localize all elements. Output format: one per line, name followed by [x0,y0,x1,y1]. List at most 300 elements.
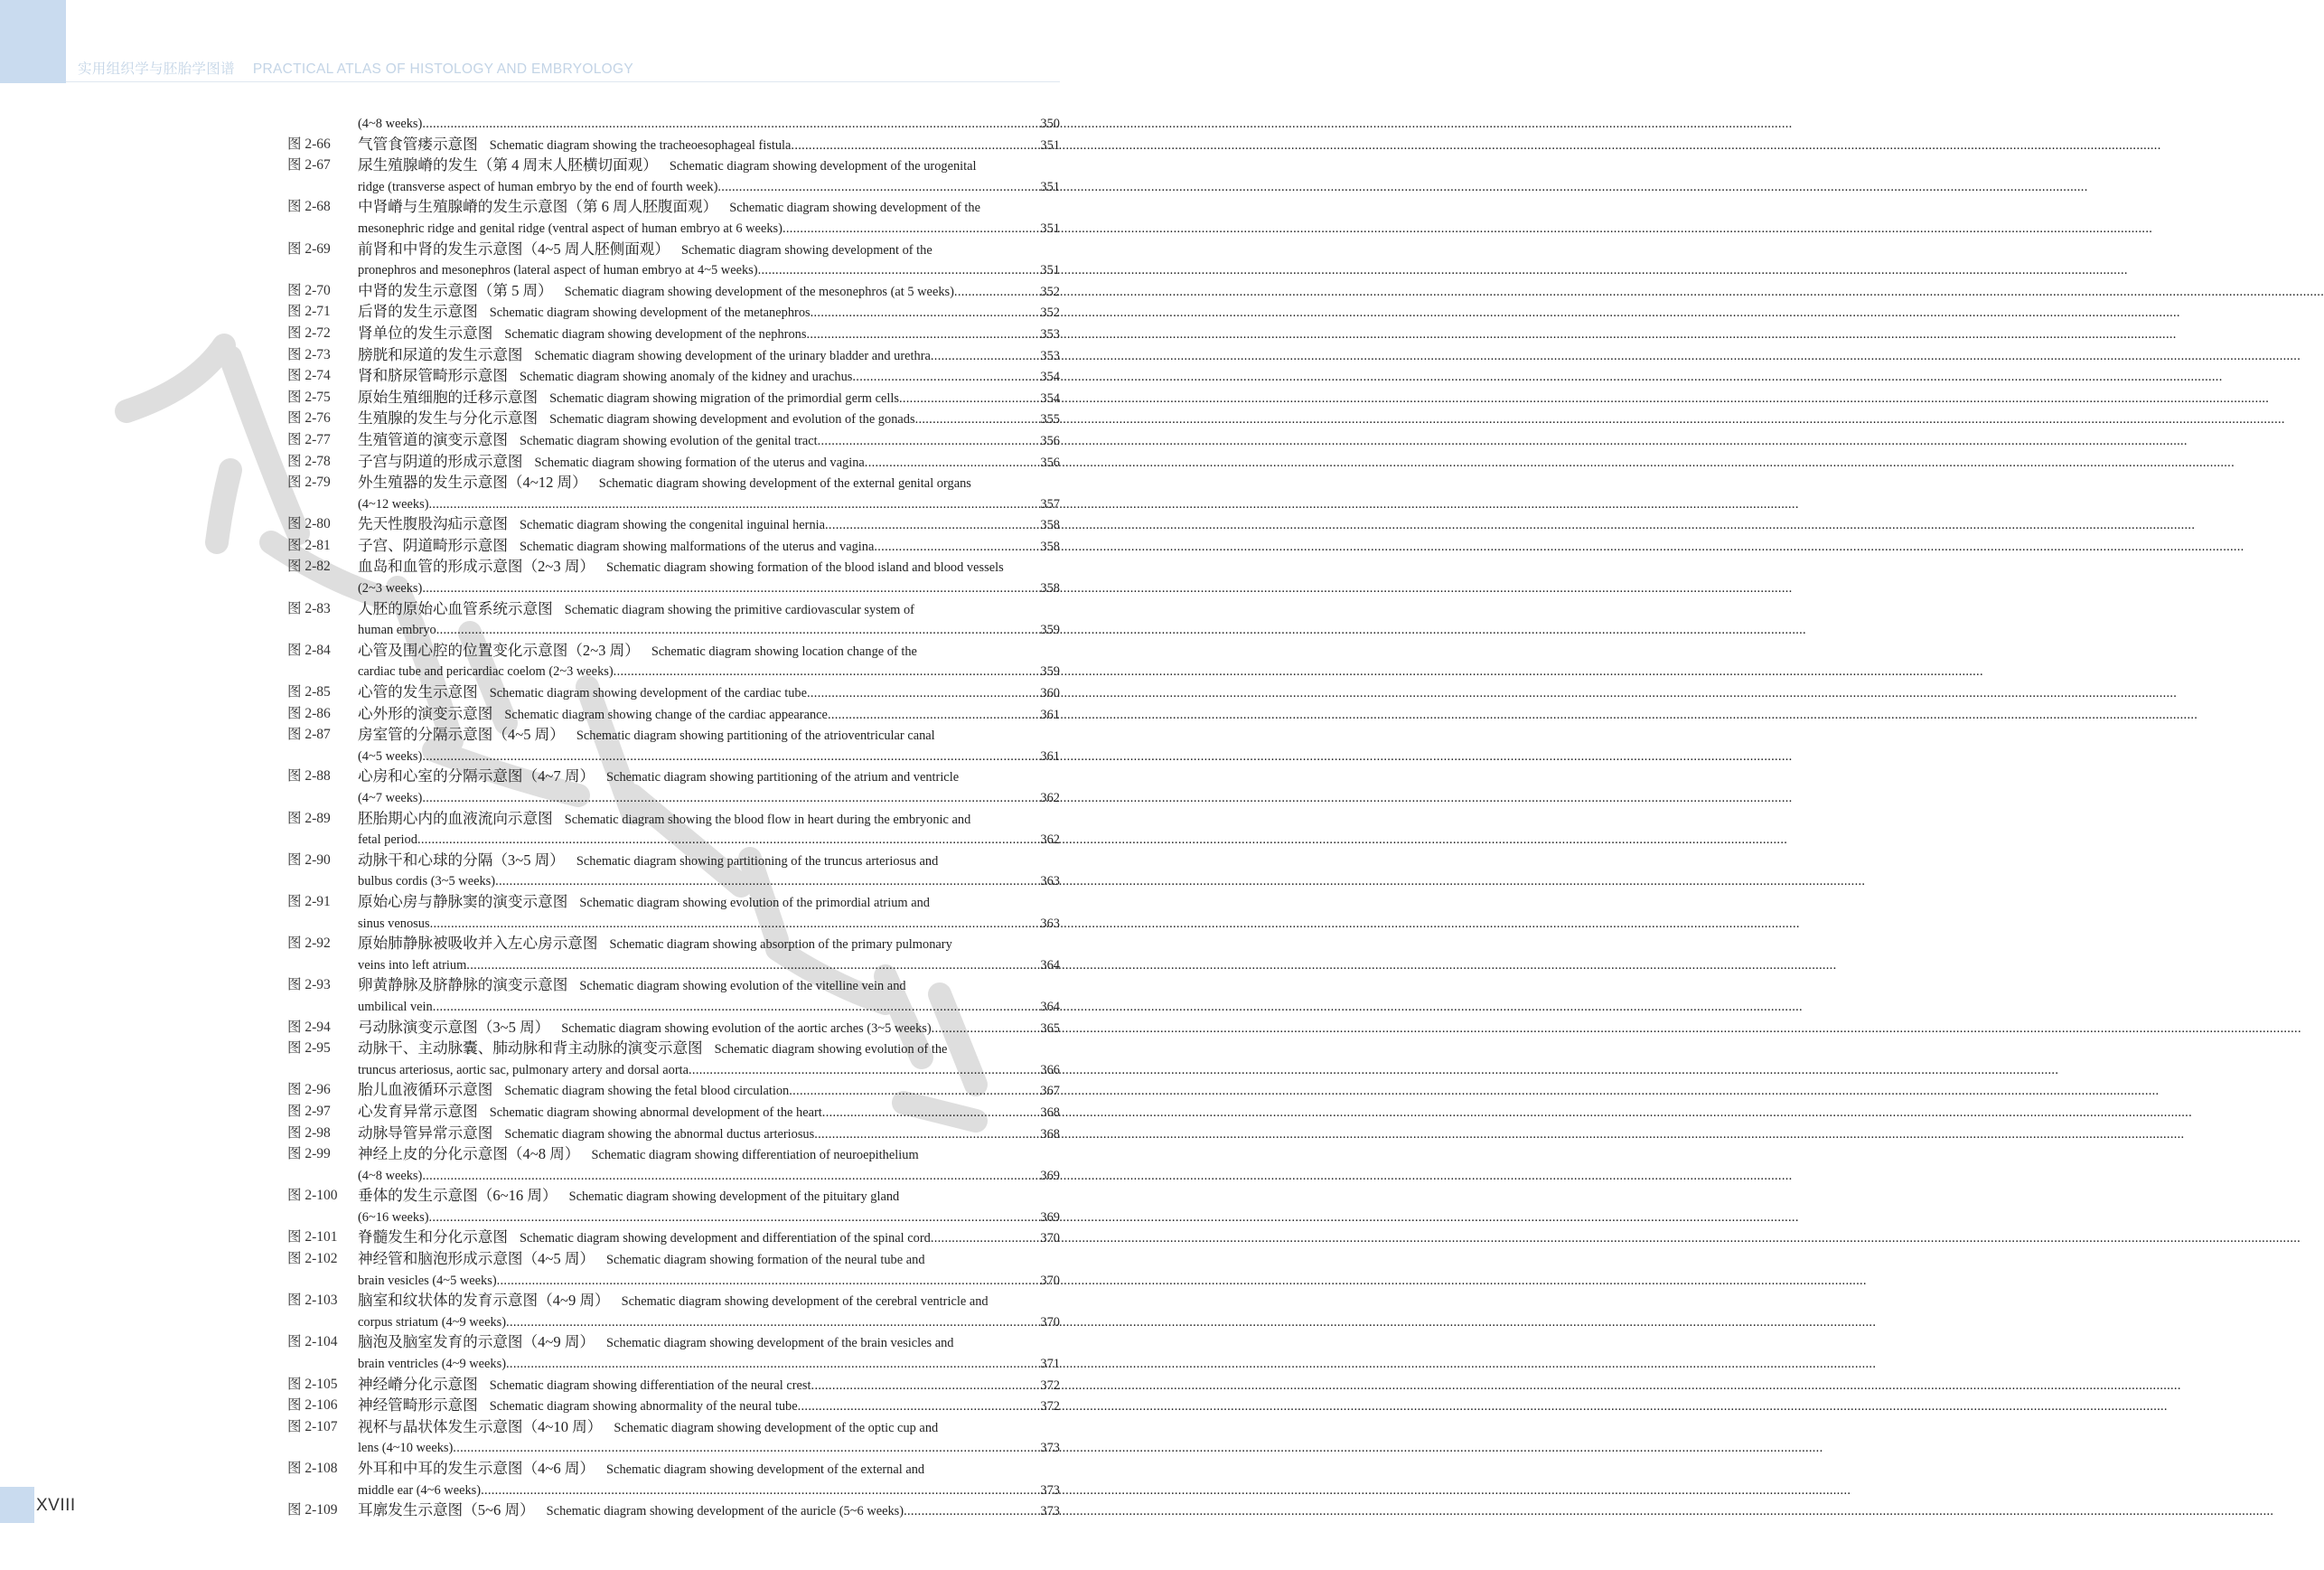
figure-title-zh: 视杯与晶状体发生示意图（4~10 周） [358,1417,603,1435]
page-ref: 363 [1040,874,1060,889]
index-entry [287,281,1060,303]
figure-number: 图 2-108 [287,1461,338,1476]
figure-title-en: Schematic diagram showing development of the cerebral ventricle and [621,1294,989,1310]
index-entry [287,809,1060,851]
figure-number: 图 2-94 [287,1019,331,1035]
figure-title-zh: 卵黄静脉及脐静脉的演变示意图 [358,976,568,994]
figure-number: 图 2-76 [287,410,331,427]
figure-number: 图 2-91 [287,893,331,909]
figure-title-zh: 中肾嵴与生殖腺嵴的发生示意图（第 6 周人胚腹面观） [358,198,718,216]
figure-title-zh: 生殖管道的演变示意图 [358,430,508,448]
page-ref: 351 [1040,179,1060,194]
figure-title-en: Schematic diagram showing evolution of the aortic arches (3~5 weeks) [561,1020,932,1036]
index-entry [287,135,1060,156]
leader-dots [811,1376,1039,1396]
figure-title-zh: 尿生殖腺嵴的发生（第 4 周末人胚横切面观） [358,156,658,174]
figure-number: 图 2-86 [287,705,331,721]
figure-number: 图 2-85 [287,684,331,700]
figure-number: 图 2-95 [287,1040,331,1057]
figure-title-zh: 神经上皮的分化示意图（4~8 周） [358,1145,580,1163]
entry-text [358,1417,1060,1459]
index-entry [287,536,1060,558]
figure-title-zh: 心房和心室的分隔示意图（4~7 周） [358,767,595,785]
figure-title-zh: 血岛和血管的形成示意图（2~3 周） [358,558,595,576]
figure-number: 图 2-103 [287,1293,338,1309]
index-entry [287,324,1060,345]
page-ref: 358 [1040,581,1060,597]
entry-text [358,725,1060,766]
leader-dots [822,1103,1039,1123]
page-ref: 372 [1040,1399,1060,1415]
figure-title-zh: 神经管和脑泡形成示意图（4~5 周） [358,1250,595,1268]
figure-title-en: Schematic diagram showing formation of the neural tube and [606,1253,925,1268]
figure-title-en: corpus striatum (4~9 weeks) [358,1314,507,1330]
page-ref: 373 [1040,1482,1060,1498]
header-title-zh: 实用组织学与胚胎学图谱 [78,61,235,77]
index-entry [287,1039,1060,1080]
entry-text [358,1500,1060,1522]
entry-text [358,514,1060,536]
entry-text [358,1018,1060,1039]
index-entry [287,1018,1060,1039]
page-ref: 369 [1040,1168,1060,1183]
figure-number: 图 2-96 [287,1082,331,1098]
entry-text [358,1249,1060,1291]
index-entry [287,1417,1060,1459]
index-entry [287,682,1060,704]
index-entry [287,704,1060,726]
leader-dots [791,136,1038,156]
figure-number: 图 2-74 [287,368,331,384]
figure-number: 图 2-104 [287,1334,338,1350]
leader-dots [954,282,1038,303]
figure-title-en: Schematic diagram showing evolution of the vitelline vein and [579,979,906,994]
index-entry [287,934,1060,975]
figure-number: 图 2-105 [287,1376,338,1392]
leader-dots [436,620,1039,641]
figure-title-en: Schematic diagram showing anomaly of the kidney and urachus [519,370,853,385]
leader-dots [811,303,1039,324]
page-ref: 351 [1040,137,1060,153]
index-entry [287,240,1060,281]
figure-title-zh: 心外形的演变示意图 [358,704,493,722]
figure-title-zh: 房室管的分隔示意图（4~5 周） [358,726,565,744]
figure-title-en: Schematic diagram showing development and differentiation of the spinal cord [519,1231,931,1246]
figure-title-en: human embryo [358,623,436,638]
entry-text [358,934,1060,975]
page-ref: 373 [1040,1441,1060,1456]
entry-text [358,240,1060,281]
figure-title-en: (6~16 weeks) [358,1209,429,1225]
figure-number: 图 2-93 [287,977,331,993]
page-ref: 353 [1040,326,1060,342]
page-ref: 351 [1040,221,1060,236]
figure-number: 图 2-66 [287,136,331,152]
leader-dots [429,1208,1039,1228]
figure-number: 图 2-68 [287,199,331,215]
figure-title-zh: 前肾和中肾的发生示意图（4~5 周人胚侧面观） [358,240,670,258]
figure-title-en: Schematic diagram showing evolution of the primordial atrium and [579,895,930,910]
figure-title-en: Schematic diagram showing location change of the [651,644,917,659]
figure-title-en: Schematic diagram showing partitioning of the atrioventricular canal [576,729,935,744]
entry-text [358,452,1060,474]
page-ref: 352 [1040,284,1060,299]
figure-number: 图 2-67 [287,157,331,174]
leader-dots [506,1354,1038,1375]
figure-number: 图 2-87 [287,727,331,743]
figure-number: 图 2-106 [287,1397,338,1414]
leader-dots [422,578,1038,599]
figure-number: 图 2-101 [287,1229,338,1246]
entry-text [358,682,1060,704]
figure-title-en: Schematic diagram showing development of the pituitary gland [568,1189,900,1205]
leader-dots [818,431,1039,452]
corner-tab [0,0,66,83]
figure-title-zh: 心发育异常示意图 [358,1102,478,1120]
figure-title-en: Schematic diagram showing the congenital inguinal hernia [519,518,826,533]
figure-title-en: Schematic diagram showing the abnormal ductus arteriosus [504,1126,815,1142]
index-entry [287,114,1060,135]
leader-dots [828,705,1038,726]
figure-number: 图 2-102 [287,1251,338,1267]
figure-number: 图 2-97 [287,1103,331,1119]
index-entry [287,514,1060,536]
figure-title-en: Schematic diagram showing the tracheoesophageal fistula [489,137,792,153]
figure-title-zh: 生殖腺的发生与分化示意图 [358,409,539,428]
figure-title-en: Schematic diagram showing migration of the primordial germ cells [549,390,899,406]
page-ref: 357 [1040,496,1060,512]
leader-dots [782,219,1038,240]
figure-title-zh: 外耳和中耳的发生示意图（4~6 周） [358,1460,595,1477]
figure-title-zh: 神经嵴分化示意图 [358,1375,478,1393]
figure-title-zh: 人胚的原始心血管系统示意图 [358,599,553,617]
figure-index-list [287,114,1060,1522]
figure-title-zh: 外生殖器的发生示意图（4~12 周） [358,474,587,492]
page-ref: 363 [1040,916,1060,931]
figure-number: 图 2-90 [287,851,331,868]
figure-number: 图 2-100 [287,1188,338,1204]
leader-dots [931,1228,1039,1249]
figure-title-en: Schematic diagram showing development of the brain vesicles and [606,1336,954,1351]
entry-text [358,599,1060,641]
figure-title-zh: 脑泡及脑室发育的示意图（4~9 周） [358,1333,595,1351]
figure-title-en: (4~5 weeks) [358,748,423,764]
leader-dots [904,1501,1038,1522]
leader-dots [422,1166,1038,1187]
figure-title-en: mesonephric ridge and genital ridge (ventral aspect of human embryo at 6 weeks) [358,221,782,236]
entry-text [358,1227,1060,1249]
figure-number: 图 2-83 [287,600,331,616]
page-ref: 367 [1040,1084,1060,1099]
figure-title-en: Schematic diagram showing development of the external genital organs [598,476,971,492]
figure-title-zh: 动脉干和心球的分隔（3~5 周） [358,851,565,869]
page-ref: 353 [1040,348,1060,363]
entry-text [358,809,1060,851]
figure-title-en: veins into left atrium [358,957,467,973]
entry-text [358,345,1060,367]
figure-number: 图 2-78 [287,453,331,469]
index-entry [287,1080,1060,1102]
figure-title-en: Schematic diagram showing malformations of the uterus and vagina [519,539,875,554]
figure-title-zh: 肾和脐尿管畸形示意图 [358,367,508,385]
index-entry [287,1291,1060,1332]
figure-title-zh: 心管及围心腔的位置变化示意图（2~3 周） [358,641,640,659]
index-entry [287,599,1060,641]
entry-text [358,975,1060,1017]
figure-title-en: brain vesicles (4~5 weeks) [358,1273,497,1288]
figure-title-zh: 神经管畸形示意图 [358,1396,478,1415]
index-entry [287,1102,1060,1123]
figure-title-en: Schematic diagram showing development of the external and [606,1462,925,1477]
figure-title-zh: 脑室和纹状体的发育示意图（4~9 周） [358,1292,610,1310]
page-ref: 369 [1040,1209,1060,1225]
page-ref: 373 [1040,1504,1060,1519]
figure-title-en: (4~8 weeks) [358,1168,423,1183]
page-ref: 361 [1040,748,1060,764]
figure-title-zh: 脊髓发生和分化示意图 [358,1228,508,1246]
figure-number: 图 2-82 [287,559,331,575]
page-ref: 354 [1040,370,1060,385]
entry-text [358,409,1060,430]
figure-title-en: Schematic diagram showing development of the [729,201,980,216]
figure-title-en: Schematic diagram showing abnormality of the neural tube [489,1399,798,1415]
leader-dots [422,114,1038,135]
figure-title-en: middle ear (4~6 weeks) [358,1482,482,1498]
figure-number: 图 2-70 [287,282,331,298]
index-entry [287,1186,1060,1227]
leader-dots [417,830,1038,851]
entry-text [358,704,1060,726]
entry-text [358,1080,1060,1102]
index-entry [287,1249,1060,1291]
figure-title-en: Schematic diagram showing differentiation of the neural crest [489,1377,811,1393]
page-ref: 368 [1040,1105,1060,1120]
figure-number: 图 2-71 [287,304,331,320]
figure-title-en: Schematic diagram showing development of the auricle (5~6 weeks) [546,1504,904,1519]
index-entry [287,452,1060,474]
figure-title-en: cardiac tube and pericardiac coelom (2~3 weeks) [358,664,614,680]
leader-dots [466,955,1038,976]
index-entry [287,197,1060,239]
page-ref: 362 [1040,832,1060,848]
leader-dots [429,494,1039,515]
page-ref: 359 [1040,664,1060,680]
figure-number: 图 2-107 [287,1418,338,1434]
index-entry [287,851,1060,892]
figure-title-zh: 胚胎期心内的血液流向示意图 [358,809,553,827]
figure-title-zh: 后肾的发生示意图 [358,303,478,321]
entry-text [358,281,1060,303]
leader-dots [915,409,1039,430]
figure-title-en: lens (4~10 weeks) [358,1441,454,1456]
figure-title-en: truncus arteriosus, aortic sac, pulmonary artery and dorsal aorta [358,1062,689,1077]
figure-title-en: (4~8 weeks) [358,117,423,131]
figure-number: 图 2-84 [287,642,331,658]
leader-dots [758,260,1039,281]
entry-text [358,641,1060,682]
figure-number: 图 2-79 [287,475,331,491]
figure-title-en: Schematic diagram showing development of the metanephros [489,306,811,321]
figure-title-en: (4~7 weeks) [358,791,423,805]
leader-dots [798,1396,1039,1417]
page-ref: 358 [1040,539,1060,554]
header-rule [66,81,1060,82]
leader-dots [422,788,1038,809]
leader-dots [495,871,1038,892]
index-entry [287,1123,1060,1145]
entry-text [358,1102,1060,1123]
figure-title-en: fetal period [358,832,417,848]
figure-title-en: Schematic diagram showing the primitive cardiovascular system of [564,602,914,617]
entry-text [358,197,1060,239]
page-ref: 370 [1040,1231,1060,1246]
figure-title-en: sinus venosus [358,916,430,931]
figure-title-en: Schematic diagram showing development of the mesonephros (at 5 weeks) [564,284,954,299]
index-entry [287,473,1060,514]
entry-text [358,1291,1060,1332]
entry-text [358,324,1060,345]
running-header [78,58,633,78]
page-ref: 366 [1040,1062,1060,1077]
page-ref: 364 [1040,999,1060,1014]
figure-title-en: Schematic diagram showing evolution of the genital tract [519,433,818,448]
leader-dots [931,346,1039,367]
figure-title-zh: 垂体的发生示意图（6~16 周） [358,1187,558,1205]
leader-dots [689,1060,1038,1081]
figure-title-zh: 动脉干、主动脉囊、肺动脉和背主动脉的演变示意图 [358,1039,703,1058]
index-entry [287,725,1060,766]
index-entry [287,975,1060,1017]
page-ref: 370 [1040,1314,1060,1330]
entry-text [358,1459,1060,1500]
page-ref: 359 [1040,623,1060,638]
figure-number: 图 2-81 [287,537,331,553]
figure-title-en: umbilical vein [358,999,433,1014]
figure-number: 图 2-98 [287,1124,331,1141]
index-entry [287,366,1060,388]
figure-title-en: Schematic diagram showing development of the nephrons [504,326,807,342]
figure-title-en: bulbus cordis (3~5 weeks) [358,874,496,889]
figure-title-zh: 弓动脉演变示意图（3~5 周） [358,1018,550,1036]
entry-text [358,1375,1060,1396]
index-entry [287,1375,1060,1396]
page-ref: 371 [1040,1357,1060,1372]
figure-title-zh: 肾单位的发生示意图 [358,324,493,342]
entry-text [358,114,1060,135]
page-ref: 365 [1040,1020,1060,1036]
figure-title-en: Schematic diagram showing the blood flow in heart during the embryonic and [564,812,971,827]
figure-title-zh: 先天性腹股沟疝示意图 [358,515,508,533]
leader-dots [614,662,1039,682]
index-entry [287,641,1060,682]
figure-title-zh: 心管的发生示意图 [358,683,478,701]
entry-text [358,430,1060,452]
index-entry [287,557,1060,598]
leader-dots [433,997,1039,1018]
figure-number: 图 2-73 [287,346,331,362]
figure-number: 图 2-72 [287,324,331,341]
figure-title-en: brain ventricles (4~9 weeks) [358,1357,507,1372]
entry-text [358,366,1060,388]
leader-dots [874,537,1038,558]
figure-title-en: Schematic diagram showing abnormal development of the heart [489,1105,822,1120]
leader-dots [899,389,1038,409]
figure-title-en: Schematic diagram showing the fetal blood circulation [504,1084,790,1099]
page-ref: 356 [1040,433,1060,448]
figure-number: 图 2-99 [287,1146,331,1162]
leader-dots [506,1312,1038,1333]
leader-dots [807,683,1038,704]
figure-title-en: Schematic diagram showing development of the urogenital [669,159,977,174]
index-entry [287,1227,1060,1249]
figure-title-en: (4~12 weeks) [358,496,429,512]
index-entry [287,409,1060,430]
page-ref: 370 [1040,1273,1060,1288]
leader-dots [852,367,1038,388]
leader-dots [814,1124,1038,1145]
page-ref: 355 [1040,412,1060,428]
header-title-en: PRACTICAL ATLAS OF HISTOLOGY AND EMBRYOLOGY [252,61,633,77]
figure-title-zh: 原始心房与静脉窦的演变示意图 [358,892,568,910]
index-entry [287,1396,1060,1417]
figure-title-zh: 子宫与阴道的形成示意图 [358,452,523,470]
figure-title-en: Schematic diagram showing formation of the blood island and blood vessels [606,560,1004,576]
figure-number: 图 2-75 [287,389,331,405]
page-ref: 354 [1040,390,1060,406]
figure-title-en: Schematic diagram showing absorption of the primary pulmonary [609,937,952,953]
figure-title-en: Schematic diagram showing change of the cardiac appearance [504,707,828,722]
page-ref: 358 [1040,518,1060,533]
page-ref: 356 [1040,455,1060,470]
leader-dots [453,1438,1038,1459]
index-entry [287,1459,1060,1500]
entry-text [358,1396,1060,1417]
index-entry [287,1332,1060,1374]
figure-title-en: Schematic diagram showing differentiation of neuroepithelium [591,1148,919,1163]
figure-title-zh: 胎儿血液循环示意图 [358,1081,493,1099]
index-entry [287,430,1060,452]
page-ref: 352 [1040,306,1060,321]
entry-text [358,1186,1060,1227]
entry-text [358,1144,1060,1186]
entry-text [358,473,1060,514]
figure-title-zh: 原始肺静脉被吸收并入左心房示意图 [358,935,598,953]
figure-title-zh: 原始生殖细胞的迁移示意图 [358,388,539,406]
entry-text [358,302,1060,324]
entry-text [358,155,1060,197]
figure-title-zh: 膀胱和尿道的发生示意图 [358,345,523,363]
entry-text [358,135,1060,156]
figure-title-en: Schematic diagram showing partitioning of the truncus arteriosus and [576,853,939,869]
page-ref: 372 [1040,1377,1060,1393]
page-number: XVIII [36,1496,76,1515]
figure-title-en: Schematic diagram showing partitioning of the atrium and ventricle [606,770,960,785]
leader-dots [481,1481,1038,1501]
figure-title-en: Schematic diagram showing development of the [681,242,932,258]
figure-title-en: (2~3 weeks) [358,581,423,597]
page-ref: 351 [1040,263,1060,278]
page-ref: 361 [1040,707,1060,722]
index-entry [287,155,1060,197]
figure-number: 图 2-80 [287,516,331,532]
entry-text [358,766,1060,808]
figure-number: 图 2-69 [287,240,331,257]
index-entry [287,302,1060,324]
index-entry [287,892,1060,934]
figure-title-en: pronephros and mesonephros (lateral aspect of human embryo at 4~5 weeks) [358,263,758,278]
entry-text [358,892,1060,934]
figure-title-en: Schematic diagram showing development of the optic cup and [614,1420,939,1435]
